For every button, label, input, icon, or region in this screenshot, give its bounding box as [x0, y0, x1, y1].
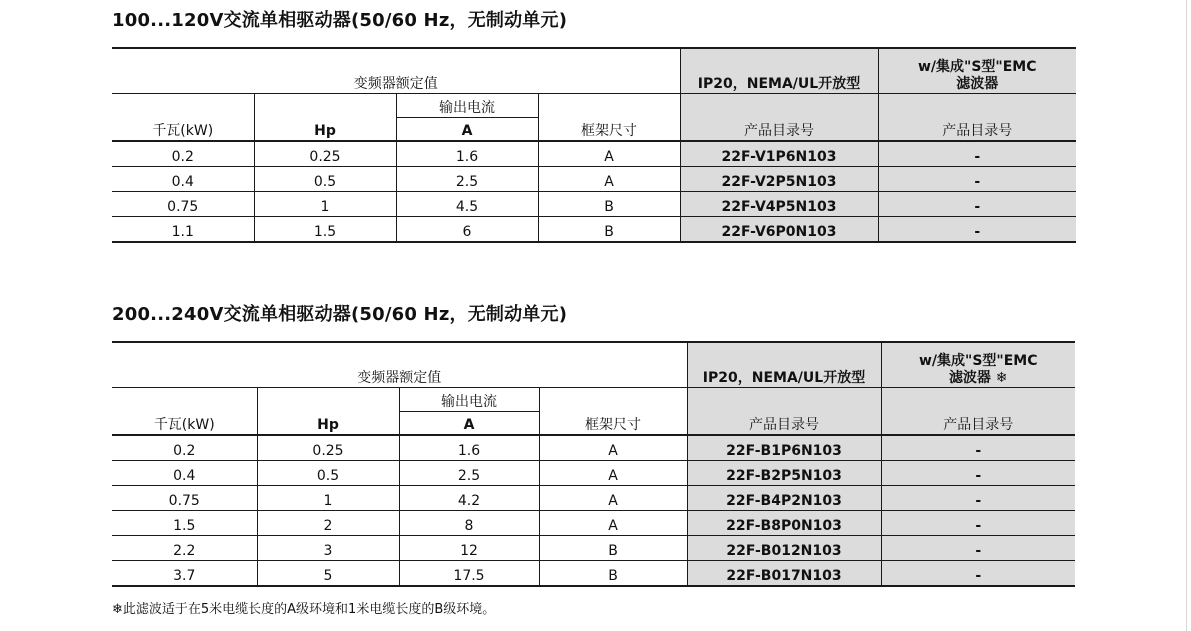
col-header-kw: 千瓦(kW) [112, 94, 254, 142]
cell-frame: B [538, 217, 680, 243]
cell-kw: 0.4 [112, 461, 257, 486]
spec-table [112, 47, 1076, 243]
col-header-amps: A [396, 118, 538, 142]
cell-amps: 4.5 [396, 192, 538, 217]
emc-header-line1: w/集成"S型"EMC [918, 59, 1037, 75]
cell-emc-catalog: - [878, 217, 1076, 243]
col-header-emc-catalog: 产品目录号 [878, 94, 1076, 142]
cell-emc-catalog: - [878, 192, 1076, 217]
cell-amps: 1.6 [396, 141, 538, 167]
cell-catalog: 22F-V4P5N103 [680, 192, 878, 217]
cell-amps: 17.5 [399, 561, 539, 587]
table-row [112, 167, 1076, 192]
cell-frame: A [539, 511, 687, 536]
section-title: 100...120V交流单相驱动器(50/60 Hz，无制动单元) [112, 10, 568, 31]
cell-emc-catalog: - [878, 141, 1076, 167]
table-row [112, 435, 1075, 461]
cell-amps: 1.6 [399, 435, 539, 461]
cell-frame: B [539, 536, 687, 561]
cell-frame: A [539, 486, 687, 511]
cell-emc-catalog: - [881, 435, 1075, 461]
emc-filter-header [881, 342, 1075, 388]
cell-emc-catalog: - [881, 511, 1075, 536]
page-edge-divider [1186, 0, 1187, 631]
cell-frame: A [539, 461, 687, 486]
emc-header-line2: 滤波器 ❄ [948, 370, 1008, 386]
cell-emc-catalog: - [881, 461, 1075, 486]
cell-emc-catalog: - [881, 561, 1075, 587]
col-header-hp: Hp [254, 94, 396, 142]
cell-amps: 12 [399, 536, 539, 561]
cell-hp: 2 [257, 511, 399, 536]
table-row [112, 217, 1076, 243]
emc-header-line1: w/集成"S型"EMC [919, 353, 1038, 369]
open-type-header: IP20，NEMA/UL开放型 [687, 342, 881, 388]
emc-filter-header [878, 48, 1076, 94]
cell-frame: B [539, 561, 687, 587]
table-row [112, 561, 1075, 587]
drive-table-section-240v [112, 302, 1075, 587]
cell-hp: 5 [257, 561, 399, 587]
col-header-frame: 框架尺寸 [538, 94, 680, 142]
cell-catalog: 22F-B4P2N103 [687, 486, 881, 511]
cell-catalog: 22F-B017N103 [687, 561, 881, 587]
cell-hp: 0.25 [254, 141, 396, 167]
cell-catalog: 22F-V2P5N103 [680, 167, 878, 192]
rating-group-header: 变频器额定值 [112, 342, 687, 388]
cell-catalog: 22F-B1P6N103 [687, 435, 881, 461]
table-row [112, 141, 1076, 167]
col-header-catalog: 产品目录号 [680, 94, 878, 142]
cell-kw: 3.7 [112, 561, 257, 587]
cell-amps: 2.5 [396, 167, 538, 192]
col-header-catalog: 产品目录号 [687, 388, 881, 436]
cell-catalog: 22F-B012N103 [687, 536, 881, 561]
cell-kw: 0.75 [112, 486, 257, 511]
table-row [112, 511, 1075, 536]
cell-hp: 1 [257, 486, 399, 511]
table-row [112, 536, 1075, 561]
col-header-output-current: 输出电流 [399, 388, 539, 412]
cell-amps: 4.2 [399, 486, 539, 511]
footnote: ❄此滤波适于在5米电缆长度的A级环境和1米电缆长度的B级环境。 [112, 602, 496, 617]
cell-hp: 0.5 [257, 461, 399, 486]
col-header-amps: A [399, 412, 539, 436]
spec-table [112, 341, 1075, 587]
emc-header-line2: 滤波器 [956, 76, 999, 92]
cell-frame: B [538, 192, 680, 217]
cell-emc-catalog: - [881, 486, 1075, 511]
cell-catalog: 22F-B8P0N103 [687, 511, 881, 536]
col-header-emc-catalog: 产品目录号 [881, 388, 1075, 436]
col-header-kw: 千瓦(kW) [112, 388, 257, 436]
cell-emc-catalog: - [878, 167, 1076, 192]
drive-table-section-120v [112, 8, 1076, 243]
cell-kw: 1.5 [112, 511, 257, 536]
cell-kw: 0.75 [112, 192, 254, 217]
col-header-frame: 框架尺寸 [539, 388, 687, 436]
cell-hp: 0.25 [257, 435, 399, 461]
cell-kw: 0.4 [112, 167, 254, 192]
section-title: 200...240V交流单相驱动器(50/60 Hz，无制动单元) [112, 304, 568, 325]
cell-hp: 1.5 [254, 217, 396, 243]
cell-frame: A [538, 167, 680, 192]
cell-hp: 0.5 [254, 167, 396, 192]
table-row [112, 461, 1075, 486]
cell-kw: 2.2 [112, 536, 257, 561]
cell-amps: 8 [399, 511, 539, 536]
table-row [112, 486, 1075, 511]
cell-kw: 0.2 [112, 435, 257, 461]
col-header-output-current: 输出电流 [396, 94, 538, 118]
cell-kw: 1.1 [112, 217, 254, 243]
cell-kw: 0.2 [112, 141, 254, 167]
rating-group-header: 变频器额定值 [112, 48, 680, 94]
cell-amps: 2.5 [399, 461, 539, 486]
col-header-hp: Hp [257, 388, 399, 436]
cell-hp: 3 [257, 536, 399, 561]
cell-hp: 1 [254, 192, 396, 217]
cell-frame: A [538, 141, 680, 167]
cell-amps: 6 [396, 217, 538, 243]
cell-catalog: 22F-B2P5N103 [687, 461, 881, 486]
cell-catalog: 22F-V1P6N103 [680, 141, 878, 167]
cell-frame: A [539, 435, 687, 461]
cell-emc-catalog: - [881, 536, 1075, 561]
table-row [112, 192, 1076, 217]
cell-catalog: 22F-V6P0N103 [680, 217, 878, 243]
open-type-header: IP20，NEMA/UL开放型 [680, 48, 878, 94]
